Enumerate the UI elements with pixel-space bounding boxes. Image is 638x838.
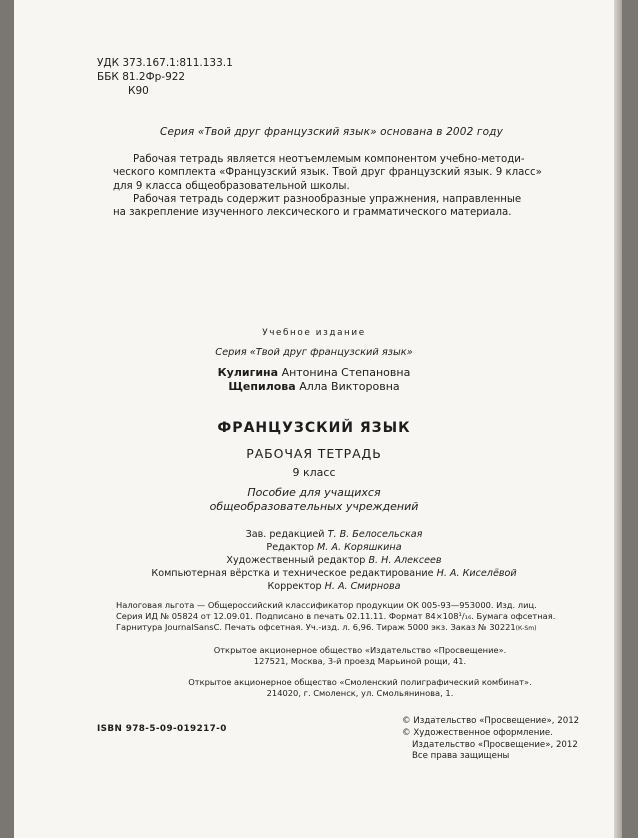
annotation-line: на закрепление изученного лексического и грамматического материала. (113, 207, 512, 219)
grade-label: 9 класс (292, 466, 336, 479)
book-subtitle: РАБОЧАЯ ТЕТРАДЬ (246, 446, 382, 461)
copyright-line: © Издательство «Просвещение», 2012 (402, 716, 580, 726)
credit-row (124, 541, 544, 554)
credit-name: Н. А. Киселёвой (436, 568, 517, 579)
credit-name: Т. В. Белосельская (327, 529, 423, 540)
legal-info (116, 600, 604, 634)
printer-info (116, 677, 604, 699)
credit-row (124, 554, 544, 567)
credit-role: Зав. редакцией (245, 529, 325, 540)
credit-name: Н. А. Смирнова (324, 581, 401, 592)
author-surname: Щепилова (228, 379, 296, 393)
bbk-code: ББК 81.2Фр-922 (97, 71, 186, 83)
publisher-line: Открытое акционерное общество «Издательство «Просвещение». (213, 645, 507, 655)
publisher-address: 127521, Москва, 3-й проезд Марьиной рощи, 41. (253, 656, 467, 666)
legal-line (116, 622, 604, 634)
page-edge (614, 0, 622, 838)
copyright-line: Все права защищены (412, 751, 510, 762)
author-given-name: Антонина Степановна (281, 366, 411, 379)
manual-line: общеобразовательных учреждений (209, 500, 419, 513)
authors (14, 366, 614, 393)
credit-role: Компьютерная вёрстка и техническое редактирование (151, 568, 434, 579)
udk-code: УДК 373.167.1:811.133.1 (97, 57, 233, 69)
annotation-line: для 9 класса общеобразовательной школы. (113, 180, 350, 192)
printer-address: 214020, г. Смоленск, ул. Смольянинова, 1. (266, 688, 454, 698)
legal-line: Налоговая льгота — Общероссийский классификатор продукции ОК 005-93—953000. Изд. лиц. (116, 600, 537, 610)
credit-role: Корректор (267, 581, 322, 592)
credit-role: Художественный редактор (226, 555, 366, 566)
credit-name: В. Н. Алексеев (368, 555, 442, 566)
copyright-line: Издательство «Просвещение», 2012 (412, 739, 578, 750)
classification-block (97, 56, 233, 98)
manual-line: Пособие для учащихся (247, 486, 381, 499)
publisher-info (116, 645, 604, 667)
series-name: Серия «Твой друг французский язык» (215, 347, 413, 358)
isbn: ISBN 978-5-09-019217-0 (97, 724, 227, 734)
credit-name: М. А. Коряшкина (317, 542, 402, 553)
annotation-line: ческого комплекта «Французский язык. Твой друг французский язык. 9 класс» (113, 167, 542, 179)
author-surname: Кулигина (217, 366, 279, 379)
author-2 (14, 380, 614, 394)
printer-line: Открытое акционерное общество «Смоленский полиграфический комбинат». (188, 677, 532, 687)
series-founded-line: Серия «Твой друг французский язык» основана в 2002 году (160, 126, 503, 138)
credit-row (124, 528, 544, 541)
copyright-line: © Художественное оформление. (402, 727, 553, 738)
annotation (113, 153, 571, 219)
credit-row (124, 567, 544, 580)
order-suffix: (К-Sm) (515, 625, 537, 632)
legal-text: Гарнитура JournalSansC. Печать офсетная. Уч.-изд. л. 6,96. Тираж 5000 экз. Заказ № 30221 (116, 622, 516, 632)
credit-row (124, 580, 544, 593)
annotation-line: Рабочая тетрадь содержит разнообразные упражнения, направленные (133, 193, 522, 205)
legal-line: Серия ИД № 05824 от 12.09.01. Подписано в печать 02.11.11. Формат 84×108¹/₁₆. Бумага офсетная. (116, 611, 556, 621)
edition-kind: Учебное издание (262, 328, 366, 338)
annotation-line: Рабочая тетрадь является неотъемлемым компонентом учебно-методи- (133, 154, 525, 165)
book-page (14, 0, 614, 838)
credit-role: Редактор (266, 542, 314, 553)
book-title: ФРАНЦУЗСКИЙ ЯЗЫК (217, 420, 411, 436)
credits-block (124, 528, 544, 593)
author-mark: К90 (128, 85, 149, 97)
copyright-block (402, 716, 579, 763)
author-1 (14, 366, 614, 380)
author-given-name: Алла Викторовна (299, 379, 400, 393)
manual-description (14, 486, 614, 514)
